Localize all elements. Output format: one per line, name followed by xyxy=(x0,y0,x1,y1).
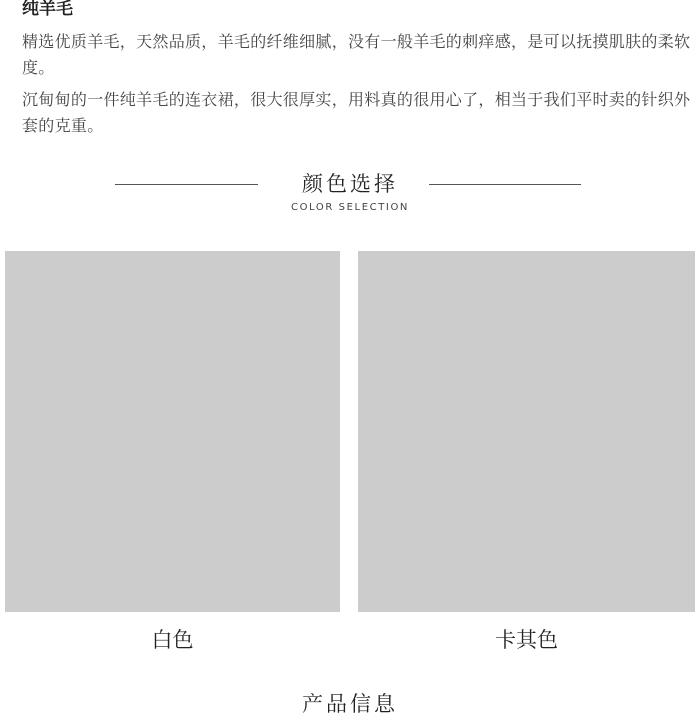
color-label-khaki: 卡其色 xyxy=(495,628,558,652)
material-description-2: 沉甸甸的一件纯羊毛的连衣裙，很大很厚实，用料真的很用心了，相当于我们平时卖的针织外套的克重。 xyxy=(22,90,691,135)
title-divider-right xyxy=(429,184,581,185)
color-section-title-cn: 颜色选择 xyxy=(302,172,398,196)
color-swatch-white[interactable] xyxy=(5,251,340,612)
material-heading: 纯羊毛 xyxy=(22,0,73,19)
color-section-title xyxy=(0,168,700,213)
color-swatch-khaki[interactable] xyxy=(358,251,695,612)
product-info-title: 产品信息 xyxy=(302,692,398,716)
material-description-1: 精选优质羊毛，天然品质，羊毛的纤维细腻，没有一般羊毛的刺痒感，是可以抚摸肌肤的柔软度。 xyxy=(22,32,691,77)
color-label-white: 白色 xyxy=(151,628,194,652)
color-section-title-en: COLOR SELECTION xyxy=(290,202,409,213)
